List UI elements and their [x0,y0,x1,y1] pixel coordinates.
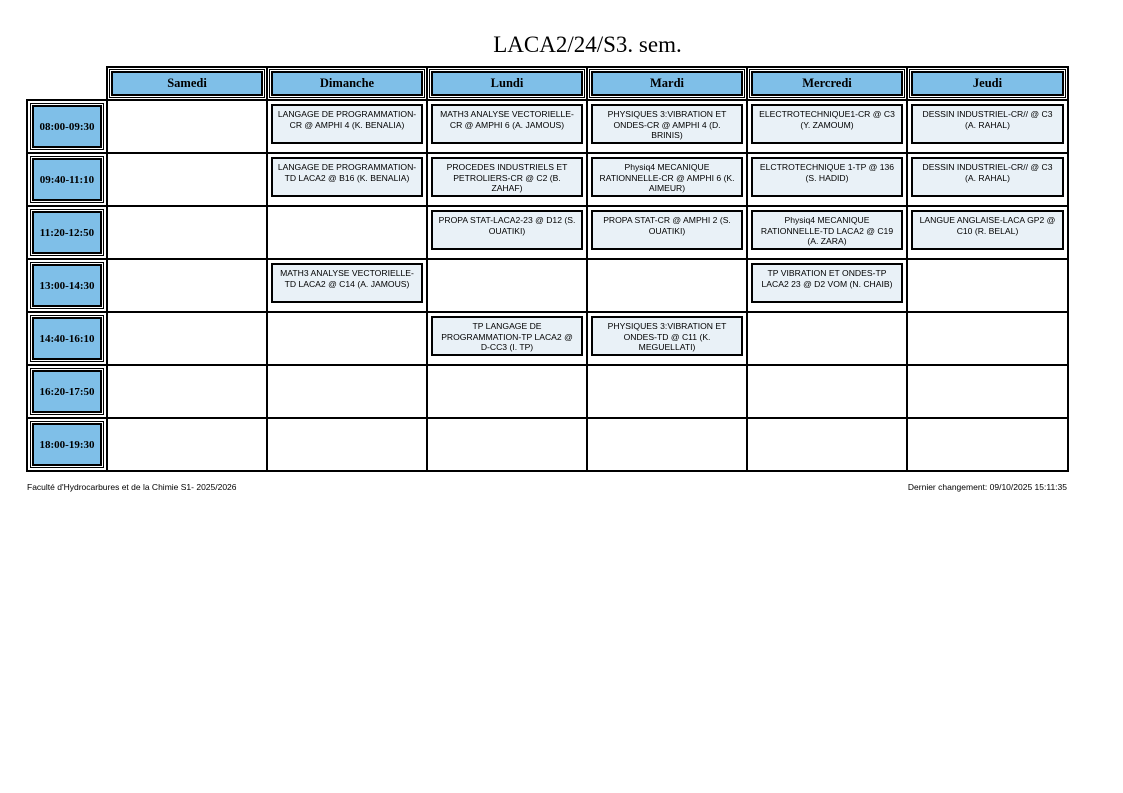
schedule-cell [586,99,746,152]
schedule-cell [746,205,906,258]
schedule-cell [586,311,746,364]
schedule-cell [266,364,426,417]
course-entry[interactable]: TP VIBRATION ET ONDES-TP LACA2 23 @ D2 VOM (N. CHAIB) [751,263,903,303]
day-header: Dimanche [271,71,423,96]
course-entry[interactable]: DESSIN INDUSTRIEL-CR// @ C3 (A. RAHAL) [911,104,1064,144]
course-entry[interactable]: TP LANGAGE DE PROGRAMMATION-TP LACA2 @ D-CC3 (I. TP) [431,316,583,356]
schedule-cell [746,311,906,364]
schedule-cell [106,205,266,258]
schedule-cell [106,152,266,205]
page-title: LACA2/24/S3. sem. [493,32,682,57]
schedule-cell [906,417,1067,470]
time-header-cell [26,152,106,205]
course-entry[interactable]: Physiq4 MECANIQUE RATIONNELLE-CR @ AMPHI 6 (K. AIMEUR) [591,157,743,197]
schedule-cell [906,258,1067,311]
course-entry[interactable]: Physiq4 MECANIQUE RATIONNELLE-TD LACA2 @ C19 (A. ZARA) [751,210,903,250]
course-entry[interactable]: MATH3 ANALYSE VECTORIELLE-CR @ AMPHI 6 (A. JAMOUS) [431,104,583,144]
time-slot-label: 11:20-12:50 [32,211,102,254]
schedule-cell [906,152,1067,205]
timetable-grid [26,66,1069,472]
schedule-cell [906,205,1067,258]
time-slot-label: 16:20-17:50 [32,370,102,413]
footer-institution: Faculté d'Hydrocarbures et de la Chimie S1- 2025/2026 [27,482,237,492]
time-header-cell [26,99,106,152]
day-header: Jeudi [911,71,1064,96]
schedule-cell [426,417,586,470]
course-entry[interactable]: PHYSIQUES 3:VIBRATION ET ONDES-CR @ AMPHI 4 (D. BRINIS) [591,104,743,144]
day-header: Mercredi [751,71,903,96]
schedule-cell [426,364,586,417]
time-slot-label: 14:40-16:10 [32,317,102,360]
schedule-cell [746,152,906,205]
schedule-cell [266,99,426,152]
schedule-cell [266,205,426,258]
schedule-cell [106,311,266,364]
schedule-cell [266,152,426,205]
schedule-cell [586,152,746,205]
schedule-cell [586,417,746,470]
schedule-cell [746,417,906,470]
course-entry[interactable]: ELCTROTECHNIQUE 1-TP @ 136 (S. HADID) [751,157,903,197]
schedule-cell [106,99,266,152]
course-entry[interactable]: LANGUE ANGLAISE-LACA GP2 @ C10 (R. BELAL) [911,210,1064,250]
time-slot-label: 08:00-09:30 [32,105,102,148]
day-header-cell [426,66,586,99]
time-header-cell [26,205,106,258]
schedule-cell [426,205,586,258]
course-entry[interactable]: DESSIN INDUSTRIEL-CR// @ C3 (A. RAHAL) [911,157,1064,197]
schedule-cell [906,311,1067,364]
day-header-cell [266,66,426,99]
time-slot-label: 09:40-11:10 [32,158,102,201]
time-header-cell [26,417,106,470]
day-header: Lundi [431,71,583,96]
schedule-cell [106,258,266,311]
schedule-cell [746,364,906,417]
course-entry[interactable]: PROCEDES INDUSTRIELS ET PETROLIERS-CR @ C2 (B. ZAHAF) [431,157,583,197]
course-entry[interactable]: LANGAGE DE PROGRAMMATION-TD LACA2 @ B16 (K. BENALIA) [271,157,423,197]
footer-last-change: Dernier changement: 09/10/2025 15:11:35 [907,482,1067,492]
schedule-cell [426,311,586,364]
schedule-cell [426,258,586,311]
day-header: Samedi [111,71,263,96]
schedule-cell [426,152,586,205]
course-entry[interactable]: MATH3 ANALYSE VECTORIELLE-TD LACA2 @ C14 (A. JAMOUS) [271,263,423,303]
course-entry[interactable]: PROPA STAT-LACA2-23 @ D12 (S. OUATIKI) [431,210,583,250]
time-header-cell [26,258,106,311]
schedule-cell [426,99,586,152]
day-header-cell [106,66,266,99]
course-entry[interactable]: ELECTROTECHNIQUE1-CR @ C3 (Y. ZAMOUM) [751,104,903,144]
grid-corner [26,66,106,99]
schedule-cell [906,364,1067,417]
day-header: Mardi [591,71,743,96]
schedule-cell [586,258,746,311]
time-slot-label: 13:00-14:30 [32,264,102,307]
schedule-cell [586,205,746,258]
course-entry[interactable]: PHYSIQUES 3:VIBRATION ET ONDES-TD @ C11 (K. MEGUELLATI) [591,316,743,356]
schedule-cell [746,99,906,152]
time-slot-label: 18:00-19:30 [32,423,102,466]
course-entry[interactable]: PROPA STAT-CR @ AMPHI 2 (S. OUATIKI) [591,210,743,250]
schedule-cell [266,417,426,470]
course-entry[interactable]: LANGAGE DE PROGRAMMATION-CR @ AMPHI 4 (K. BENALIA) [271,104,423,144]
schedule-cell [106,364,266,417]
schedule-cell [266,311,426,364]
schedule-cell [106,417,266,470]
time-header-cell [26,311,106,364]
schedule-cell [266,258,426,311]
schedule-cell [586,364,746,417]
time-header-cell [26,364,106,417]
schedule-cell [906,99,1067,152]
day-header-cell [586,66,746,99]
day-header-cell [906,66,1067,99]
day-header-cell [746,66,906,99]
schedule-cell [746,258,906,311]
